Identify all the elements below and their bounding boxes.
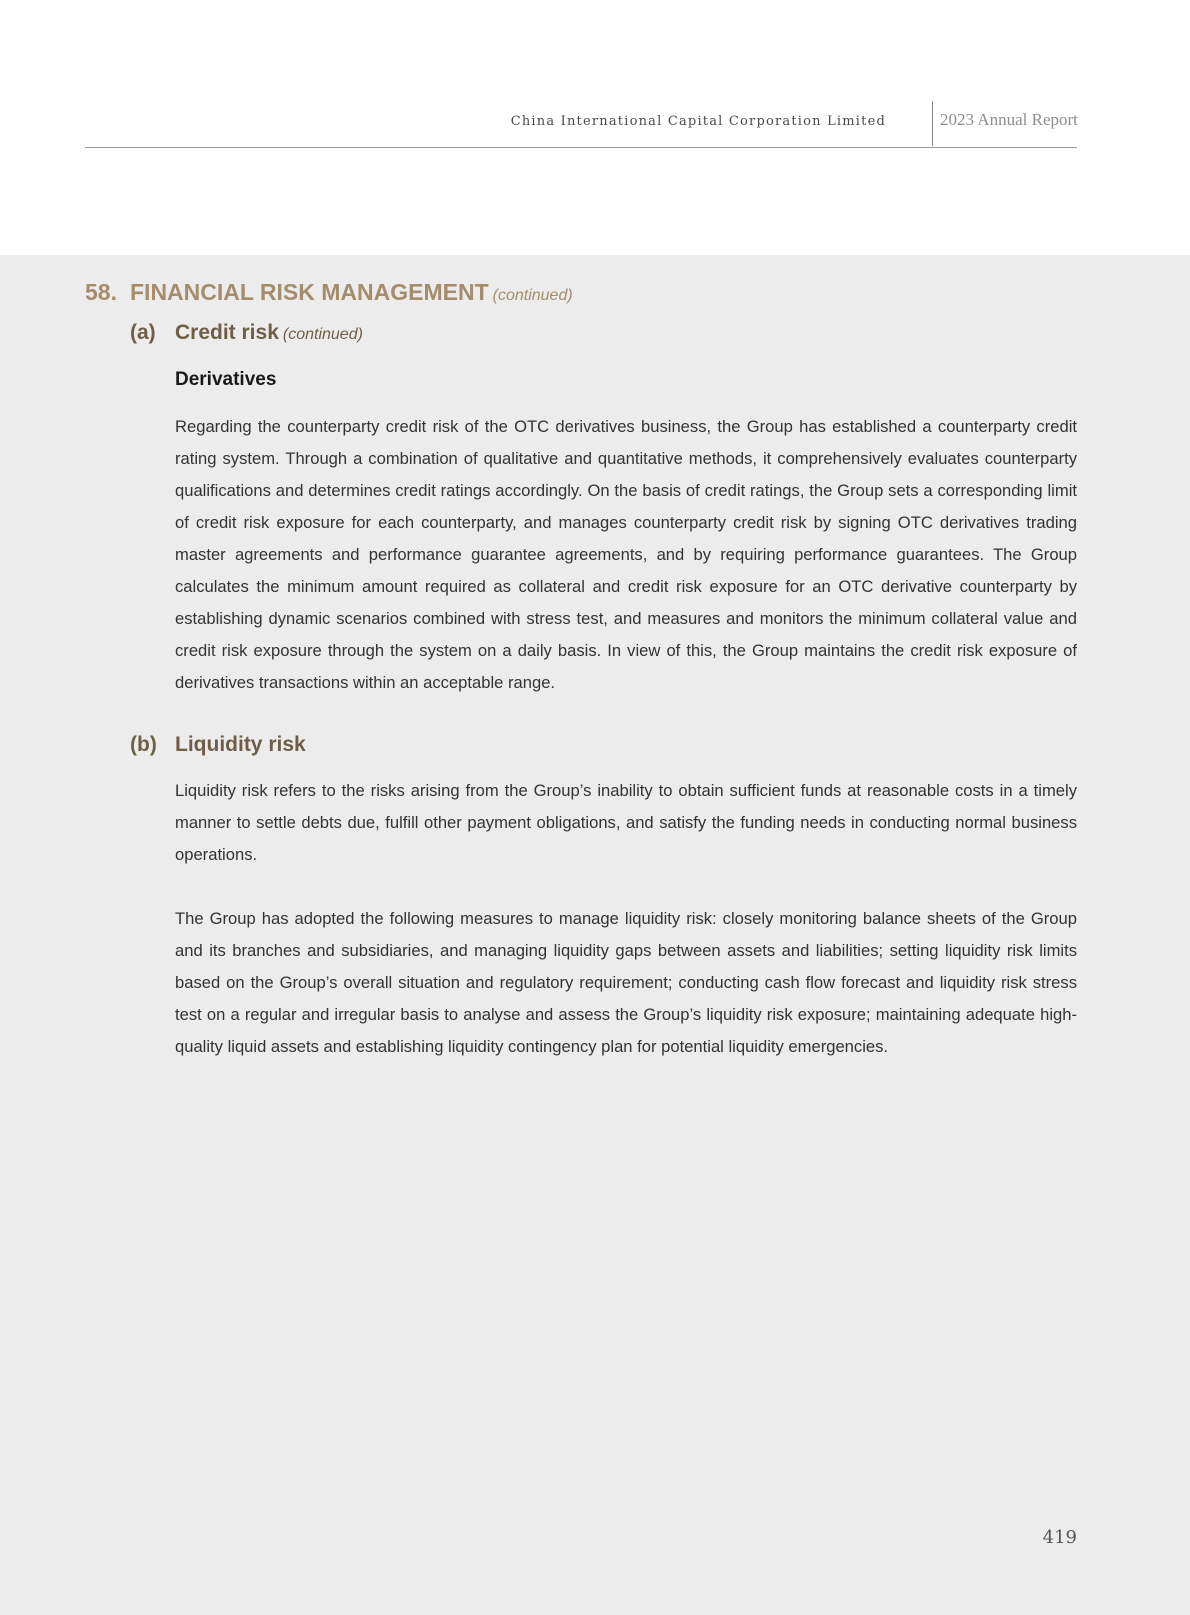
page-number: 419 bbox=[1042, 1527, 1077, 1548]
header-report-title: 2023 Annual Report bbox=[940, 110, 1078, 129]
subsection-a-letter: (a) bbox=[130, 321, 156, 344]
subsection-b-heading bbox=[130, 733, 306, 757]
page-header bbox=[0, 0, 1190, 255]
subsection-b-letter: (b) bbox=[130, 733, 157, 756]
page-content bbox=[0, 255, 1190, 1615]
section-heading bbox=[85, 279, 573, 306]
subsection-a-heading bbox=[130, 321, 363, 345]
header-company-name: China International Capital Corporation Limited bbox=[510, 114, 886, 129]
section-number: 58. bbox=[85, 279, 117, 305]
subsection-a-title: Credit risk bbox=[175, 321, 279, 344]
derivatives-paragraph: Regarding the counterparty credit risk of the OTC derivatives business, the Group has established a counterparty credit rating system. Through a combination of qualitative and quantitative methods, it comprehensively evaluates counterparty qualifications and determines credit ratings accordingly. On the basis of credit ratings, the Group sets a corresponding limit of credit risk exposure for each counterparty, and manages counterparty credit risk by signing OTC derivatives trading master agreements and performance guarantee agreements, and by requiring performance guarantees. The Group calculates the minimum amount required as collateral and credit risk exposure for an OTC derivative counterparty by establishing dynamic scenarios combined with stress test, and measures and monitors the minimum collateral value and credit risk exposure through the system on a daily basis. In view of this, the Group maintains the credit risk exposure of derivatives transactions within an acceptable range. bbox=[175, 417, 1077, 692]
liquidity-paragraph-1: Liquidity risk refers to the risks arising from the Group’s inability to obtain sufficient funds at reasonable costs in a timely manner to settle debts due, fulfill other payment obligations, and satisfy the funding needs in conducting normal business operations. bbox=[175, 781, 1077, 864]
liquidity-paragraph-2: The Group has adopted the following measures to manage liquidity risk: closely monitoring balance sheets of the Group and its branches and subsidiaries, and managing liquidity gaps between assets and liabilities; setting liquidity risk limits based on the Group’s overall situation and regulatory requirement; conducting cash flow forecast and liquidity risk stress test on a regular and irregular basis to analyse and assess the Group’s liquidity risk exposure; maintaining adequate high-quality liquid assets and establishing liquidity contingency plan for potential liquidity emergencies. bbox=[175, 909, 1077, 1056]
header-divider bbox=[932, 101, 933, 146]
section-title: FINANCIAL RISK MANAGEMENT bbox=[130, 279, 489, 305]
subsection-a-continued-note: (continued) bbox=[282, 326, 363, 343]
subsection-b-title: Liquidity risk bbox=[175, 733, 306, 756]
derivatives-heading: Derivatives bbox=[175, 369, 277, 390]
section-continued-note: (continued) bbox=[492, 287, 573, 304]
header-rule bbox=[85, 147, 1077, 148]
